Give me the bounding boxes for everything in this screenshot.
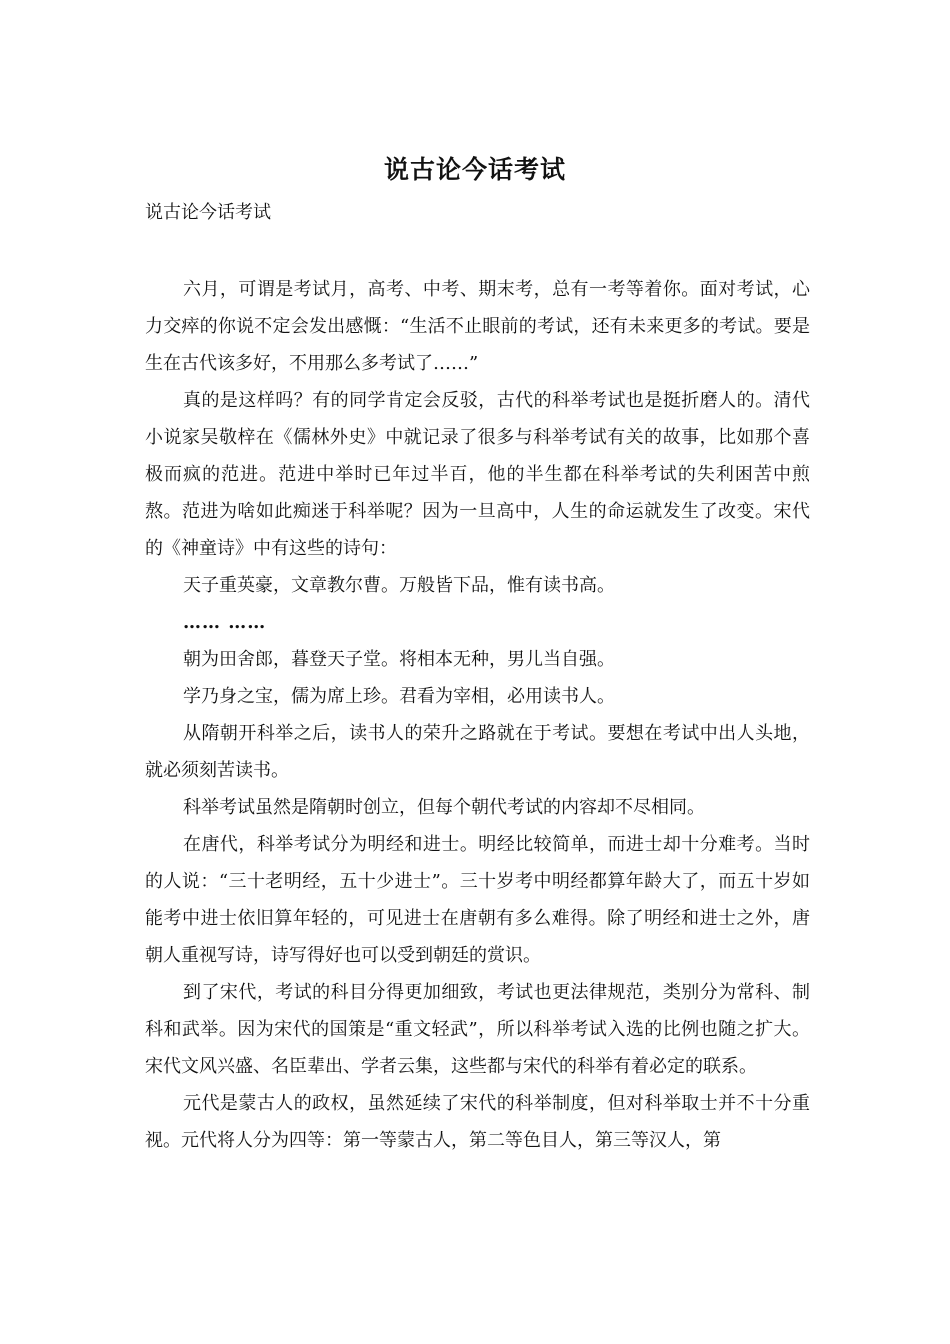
paragraph: 真的是这样吗？有的同学肯定会反驳，古代的科举考试也是挺折磨人的。清代小说家吴敬梓在《儒林外史》中就记录了很多与科举考试有关的故事，比如那个喜极而疯的范进。范进中举时已年过半百，他的半生都在科举考试的失利困苦中煎熬。范进为啥如此痴迷于科举呢？因为一旦高中，人生的命运就发生了改变。宋代的《神童诗》中有这些的诗句： — [145, 390, 810, 559]
paragraph: 在唐代，科举考试分为明经和进士。明经比较简单，而进士却十分难考。当时的人说：“三十老明经，五十少进士”。三十岁考中明经都算年龄大了，而五十岁如能考中进士依旧算年轻的，可见进士在唐朝有多么难得。除了明经和进士之外，唐朝人重视写诗，诗写得好也可以受到朝廷的赏识。 — [145, 834, 810, 966]
document-title: 说古论今话考试 — [383, 155, 566, 184]
paragraph: 六月，可谓是考试月，高考、中考、期末考，总有一考等着你。面对考试，心力交瘁的你说不定会发出感慨：“生活不止眼前的考试，还有未来更多的考试。要是生在古代该多好，不用那么多考试了……” — [145, 279, 810, 374]
poem-ellipsis: …… …… — [183, 612, 267, 633]
paragraph: 元代是蒙古人的政权，虽然延续了宋代的科举制度，但对科举取士并不十分重视。元代将人分为四等：第一等蒙古人，第二等色目人，第三等汉人，第 — [145, 1093, 810, 1151]
poem-line: 天子重英豪，文章教尔曹。万般皆下品，惟有读书高。 — [183, 575, 615, 596]
paragraph: 科举考试虽然是隋朝时创立，但每个朝代考试的内容却不尽相同。 — [183, 797, 705, 818]
document-subtitle: 说古论今话考试 — [145, 202, 271, 223]
poem-line: 学乃身之宝，儒为席上珍。君看为宰相，必用读书人。 — [183, 686, 615, 707]
poem-line: 朝为田舍郎，暮登天子堂。将相本无种，男儿当自强。 — [183, 649, 615, 670]
document-body — [145, 271, 810, 1159]
paragraph: 从隋朝开科举之后，读书人的荣升之路就在于考试。要想在考试中出人头地，就必须刻苦读书。 — [145, 723, 810, 781]
paragraph: 到了宋代，考试的科目分得更加细致，考试也更法律规范，类别分为常科、制科和武举。因为宋代的国策是“重文轻武”，所以科举考试入选的比例也随之扩大。宋代文风兴盛、名臣辈出、学者云集，这些都与宋代的科举有着必定的联系。 — [145, 982, 810, 1077]
